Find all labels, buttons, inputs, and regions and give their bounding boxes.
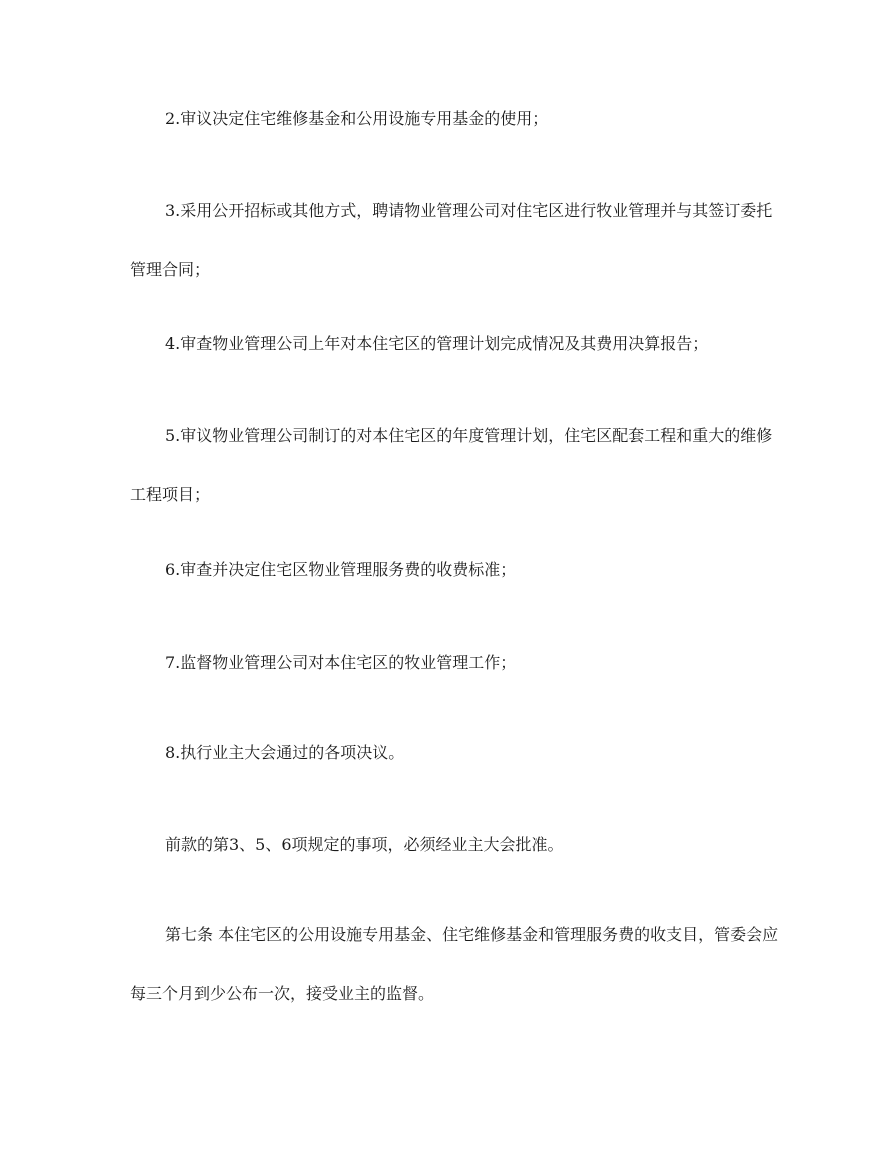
clause-item-7: 7.监督物业管理公司对本住宅区的牧业管理工作； (165, 653, 517, 672)
clause-item-6: 6.审查并决定住宅区物业管理服务费的收费标准； (165, 560, 517, 579)
clause-item-3: 3.采用公开招标或其他方式，聘请物业管理公司对住宅区进行牧业管理并与其签订委托管理合同； (130, 201, 773, 279)
approval-note: 前款的第3、5、6项规定的事项，必须经业主大会批准。 (165, 835, 564, 854)
article-seven: 第七条 本住宅区的公用设施专用基金、住宅维修基金和管理服务费的收支目，管委会应每三个月到少公布一次，接受业主的监督。 (130, 925, 779, 1003)
clause-item-2: 2.审议决定住宅维修基金和公用设施专用基金的使用； (165, 109, 549, 128)
clause-item-5: 5.审议物业管理公司制订的对本住宅区的年度管理计划，住宅区配套工程和重大的维修工程项目； (130, 426, 773, 504)
clause-item-4: 4.审查物业管理公司上年对本住宅区的管理计划完成情况及其费用决算报告； (165, 334, 709, 353)
clause-item-8: 8.执行业主大会通过的各项决议。 (165, 743, 405, 762)
